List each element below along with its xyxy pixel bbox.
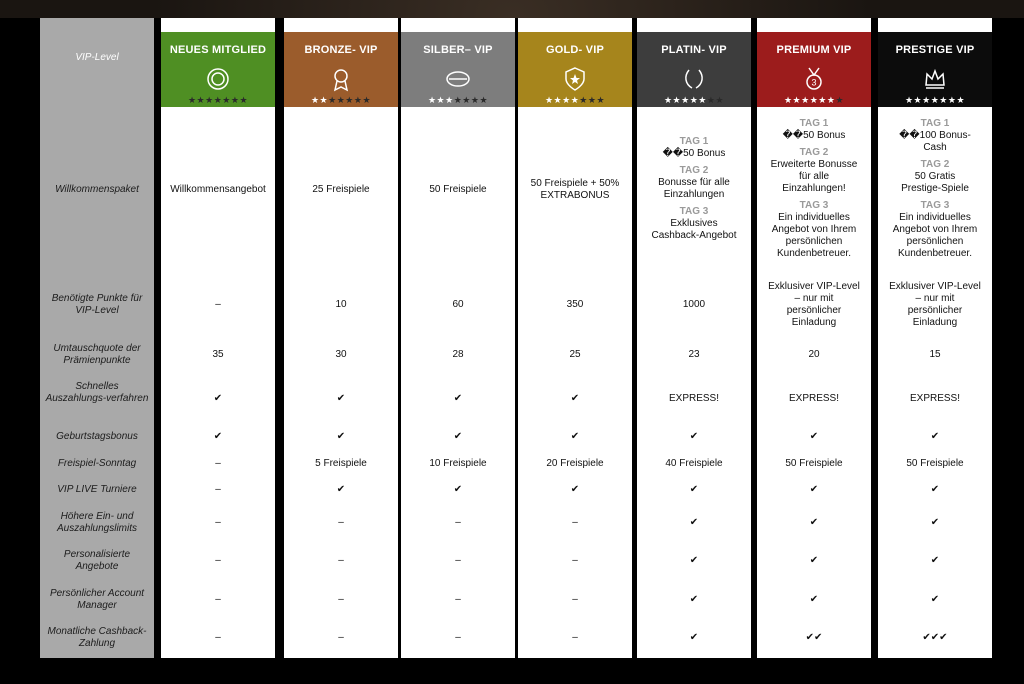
tier-header bbox=[878, 32, 992, 107]
tier-header bbox=[161, 32, 275, 107]
tier-value-cell: ✔ bbox=[809, 517, 819, 528]
tier-value-cell: EXPRESS! bbox=[909, 393, 961, 404]
tier-value-cell: 20 bbox=[808, 349, 820, 360]
star-rating bbox=[401, 95, 515, 105]
day-tag: TAG 1 bbox=[799, 118, 829, 129]
welcome-package-cell bbox=[518, 178, 632, 202]
tier-value-cell: ✔ bbox=[336, 393, 346, 404]
tier-value-cell: ✔ bbox=[570, 431, 580, 442]
star-empty-icon: ★ bbox=[579, 95, 588, 105]
star-rating bbox=[637, 95, 751, 105]
crown-icon bbox=[922, 66, 948, 92]
star-filled-icon: ★ bbox=[913, 95, 923, 105]
welcome-text: 25 Freispiele bbox=[312, 184, 370, 195]
value-text: Einladung bbox=[791, 317, 837, 328]
tier-value-cell bbox=[878, 281, 992, 329]
welcome-text: Willkommensangebot bbox=[170, 184, 266, 195]
star-filled-icon: ★ bbox=[783, 95, 793, 105]
tier-value-cell: 20 Freispiele bbox=[546, 458, 604, 469]
day-bonus-text: Exklusives bbox=[670, 218, 718, 229]
tier-value-cell: ✔ bbox=[930, 484, 940, 495]
star-filled-icon: ★ bbox=[553, 95, 563, 105]
star-filled-icon: ★ bbox=[427, 95, 437, 105]
tier-value-cell: 60 bbox=[452, 299, 464, 310]
welcome-package-cell bbox=[757, 118, 871, 260]
tier-value-cell: – bbox=[455, 594, 461, 605]
tier-value-cell: ✔ bbox=[809, 484, 819, 495]
tier-header bbox=[637, 32, 751, 107]
row-label: Schnelles Auszahlungs-verfahren bbox=[45, 381, 149, 404]
star-rating bbox=[518, 95, 632, 105]
tier-value-cell: – bbox=[215, 458, 221, 469]
day-bonus-text: Ein individuelles bbox=[899, 212, 971, 223]
tier-value-cell: – bbox=[338, 632, 344, 643]
tier-value-cell: ✔ bbox=[809, 594, 819, 605]
tier-value-cell: – bbox=[338, 555, 344, 566]
day-tag: TAG 1 bbox=[679, 136, 709, 147]
star-empty-icon: ★ bbox=[362, 95, 372, 105]
star-filled-icon: ★ bbox=[310, 95, 320, 105]
star-empty-icon: ★ bbox=[596, 95, 606, 105]
tier-value-cell: 15 bbox=[929, 349, 941, 360]
star-filled-icon: ★ bbox=[319, 95, 329, 105]
tier-value-cell: ✔ bbox=[570, 484, 580, 495]
tier-value-cell: ✔ bbox=[689, 517, 699, 528]
tier-name: NEUES MITGLIED bbox=[169, 44, 267, 56]
tier-value-cell: ✔ bbox=[930, 555, 940, 566]
day-bonus-text: Einzahlungen bbox=[663, 189, 725, 200]
row-label: Geburtstagsbonus bbox=[56, 431, 138, 442]
star-filled-icon: ★ bbox=[689, 95, 699, 105]
tier-value-cell: 10 bbox=[335, 299, 347, 310]
winged-badge-icon bbox=[445, 66, 471, 92]
tier-value-cell: ✔ bbox=[689, 555, 699, 566]
star-empty-icon: ★ bbox=[706, 95, 716, 105]
star-filled-icon: ★ bbox=[792, 95, 802, 105]
tier-value-cell: ✔ bbox=[336, 484, 346, 495]
tier-value-cell: EXPRESS! bbox=[668, 393, 720, 404]
star-rating bbox=[161, 95, 275, 105]
value-text: persönlicher bbox=[786, 305, 842, 316]
star-empty-icon: ★ bbox=[462, 95, 471, 105]
tier-value-cell: ✔ bbox=[689, 484, 699, 495]
row-label: Benötigte Punkte für VIP-Level bbox=[51, 293, 143, 316]
tier-value-cell: 23 bbox=[688, 349, 700, 360]
star-empty-icon: ★ bbox=[453, 95, 463, 105]
day-bonus-text: persönlichen bbox=[785, 236, 843, 247]
star-filled-icon: ★ bbox=[544, 95, 554, 105]
star-empty-icon: ★ bbox=[479, 95, 489, 105]
star-filled-icon: ★ bbox=[698, 95, 707, 105]
laurel-wreath-icon bbox=[681, 66, 707, 92]
tier-value-cell: – bbox=[338, 517, 344, 528]
day-bonus-text: Einzahlungen! bbox=[782, 183, 846, 194]
tier-header bbox=[284, 32, 398, 107]
tier-value-cell: – bbox=[215, 517, 221, 528]
tier-value-cell: ✔ bbox=[689, 431, 699, 442]
welcome-package-cell bbox=[161, 184, 275, 196]
day-bonus-text: Erweiterte Bonusse bbox=[770, 159, 858, 170]
value-text: – nur mit bbox=[794, 293, 834, 304]
day-tag: TAG 3 bbox=[799, 200, 829, 211]
value-text: persönlicher bbox=[907, 305, 963, 316]
star-empty-icon: ★ bbox=[222, 95, 231, 105]
tier-value-cell: – bbox=[572, 555, 578, 566]
row-label: VIP LIVE Turniere bbox=[57, 484, 137, 495]
day-bonus-text: Angebot von Ihrem bbox=[892, 224, 978, 235]
star-empty-icon: ★ bbox=[205, 95, 214, 105]
tier-column bbox=[284, 18, 398, 658]
tier-name: SILBER– VIP bbox=[423, 44, 493, 56]
tier-value-cell: 35 bbox=[212, 349, 224, 360]
star-rating bbox=[284, 95, 398, 105]
day-bonus-text: 50 Gratis bbox=[914, 171, 956, 182]
star-empty-icon: ★ bbox=[336, 95, 346, 105]
star-filled-icon: ★ bbox=[663, 95, 673, 105]
day-bonus-text: Prestige-Spiele bbox=[901, 183, 969, 194]
star-empty-icon: ★ bbox=[715, 95, 725, 105]
day-bonus-text: Ein individuelles bbox=[778, 212, 850, 223]
star-filled-icon: ★ bbox=[672, 95, 682, 105]
day-bonus-text: Kundenbetreuer. bbox=[777, 248, 851, 259]
welcome-text: 50 Freispiele + 50% bbox=[530, 178, 620, 189]
star-filled-icon: ★ bbox=[809, 95, 819, 105]
tier-column bbox=[401, 18, 515, 658]
welcome-package-cell bbox=[284, 184, 398, 196]
tier-column bbox=[161, 18, 275, 658]
tier-value-cell: 28 bbox=[452, 349, 464, 360]
tier-value-cell: – bbox=[455, 517, 461, 528]
star-empty-icon: ★ bbox=[187, 95, 197, 105]
decorative-top-bar bbox=[0, 0, 1024, 18]
tier-name: PREMIUM VIP bbox=[776, 44, 852, 56]
star-filled-icon: ★ bbox=[681, 95, 690, 105]
tier-header bbox=[757, 32, 871, 107]
laurel-badge-icon bbox=[205, 66, 231, 92]
tier-value-cell: ✔ bbox=[453, 431, 463, 442]
tier-value-cell: – bbox=[215, 299, 221, 310]
row-label: Freispiel-Sonntag bbox=[57, 458, 137, 469]
tier-column bbox=[878, 18, 992, 658]
star-filled-icon: ★ bbox=[436, 95, 446, 105]
tier-value-cell: 5 Freispiele bbox=[315, 458, 367, 469]
tier-value-cell: ✔✔✔ bbox=[922, 632, 948, 643]
tier-value-cell: ✔ bbox=[570, 393, 580, 404]
star-filled-icon: ★ bbox=[939, 95, 948, 105]
row-label: Höhere Ein- und Auszahlungslimits bbox=[56, 511, 138, 534]
star-empty-icon: ★ bbox=[470, 95, 480, 105]
tier-value-cell: ✔ bbox=[809, 431, 819, 442]
star-empty-icon: ★ bbox=[196, 95, 206, 105]
tier-header bbox=[401, 32, 515, 107]
star-rating bbox=[878, 95, 992, 105]
star-filled-icon: ★ bbox=[956, 95, 966, 105]
vip-level-label: VIP-Level bbox=[75, 52, 119, 63]
tier-value-cell: ✔ bbox=[930, 517, 940, 528]
tier-value-cell: 10 Freispiele bbox=[429, 458, 487, 469]
star-filled-icon: ★ bbox=[826, 95, 836, 105]
tier-value-cell: 50 Freispiele bbox=[906, 458, 964, 469]
tier-value-cell: ✔ bbox=[213, 393, 223, 404]
star-empty-icon: ★ bbox=[587, 95, 597, 105]
star-filled-icon: ★ bbox=[922, 95, 931, 105]
tier-value-cell: 50 Freispiele bbox=[785, 458, 843, 469]
star-empty-icon: ★ bbox=[239, 95, 249, 105]
star-empty-icon: ★ bbox=[353, 95, 363, 105]
star-filled-icon: ★ bbox=[801, 95, 810, 105]
value-text: – nur mit bbox=[915, 293, 955, 304]
tier-value-cell: ✔ bbox=[689, 632, 699, 643]
day-bonus-text: persönlichen bbox=[906, 236, 964, 247]
day-bonus-text: Kundenbetreuer. bbox=[898, 248, 972, 259]
tier-column bbox=[757, 18, 871, 658]
ribbon-medal-icon bbox=[328, 66, 354, 92]
tier-column bbox=[637, 18, 751, 658]
tier-value-cell: 1000 bbox=[682, 299, 706, 310]
tier-value-cell: EXPRESS! bbox=[788, 393, 840, 404]
row-label: Monatliche Cashback-Zahlung bbox=[47, 626, 147, 649]
welcome-package-cell bbox=[637, 136, 751, 242]
row-label: Personalisierte Angebote bbox=[63, 549, 131, 572]
value-text: Exklusiver VIP-Level bbox=[889, 281, 981, 292]
day-bonus-text: Angebot von Ihrem bbox=[771, 224, 857, 235]
star-empty-icon: ★ bbox=[835, 95, 845, 105]
tier-value-cell: 40 Freispiele bbox=[665, 458, 723, 469]
tier-value-cell: ✔✔ bbox=[805, 632, 823, 643]
welcome-text: EXTRABONUS bbox=[540, 190, 610, 201]
shield-star-icon bbox=[562, 66, 588, 92]
tier-value-cell: ✔ bbox=[453, 393, 463, 404]
medal-icon bbox=[801, 66, 827, 92]
day-tag: TAG 3 bbox=[679, 206, 709, 217]
tier-value-cell: ✔ bbox=[336, 431, 346, 442]
tier-value-cell: – bbox=[215, 632, 221, 643]
tier-value-cell bbox=[757, 281, 871, 329]
tier-value-cell: – bbox=[572, 632, 578, 643]
welcome-text: 50 Freispiele bbox=[429, 184, 487, 195]
tier-value-cell: – bbox=[455, 632, 461, 643]
welcome-package-cell bbox=[878, 118, 992, 260]
welcome-package-cell bbox=[401, 184, 515, 196]
star-filled-icon: ★ bbox=[904, 95, 914, 105]
star-filled-icon: ★ bbox=[570, 95, 580, 105]
tier-value-cell: ✔ bbox=[213, 431, 223, 442]
star-rating bbox=[757, 95, 871, 105]
tier-value-cell: – bbox=[215, 555, 221, 566]
day-tag: TAG 2 bbox=[799, 147, 829, 158]
tier-value-cell: – bbox=[215, 484, 221, 495]
star-filled-icon: ★ bbox=[947, 95, 957, 105]
tier-header bbox=[518, 32, 632, 107]
tier-value-cell: – bbox=[215, 594, 221, 605]
star-filled-icon: ★ bbox=[445, 95, 454, 105]
tier-name: BRONZE- VIP bbox=[304, 44, 378, 56]
tier-value-cell: 30 bbox=[335, 349, 347, 360]
tier-value-cell: 350 bbox=[566, 299, 584, 310]
tier-value-cell: – bbox=[572, 594, 578, 605]
tier-name: PRESTIGE VIP bbox=[895, 44, 975, 56]
star-filled-icon: ★ bbox=[818, 95, 827, 105]
row-label: Persönlicher Account Manager bbox=[49, 588, 145, 611]
value-text: Einladung bbox=[912, 317, 958, 328]
day-bonus-text: Cashback-Angebot bbox=[651, 230, 737, 241]
day-bonus-text: ��50 Bonus bbox=[662, 148, 726, 159]
star-empty-icon: ★ bbox=[345, 95, 354, 105]
star-empty-icon: ★ bbox=[230, 95, 240, 105]
value-text: Exklusiver VIP-Level bbox=[768, 281, 860, 292]
tier-value-cell: ✔ bbox=[930, 594, 940, 605]
day-bonus-text: ��100 Bonus- bbox=[899, 130, 971, 141]
star-filled-icon: ★ bbox=[562, 95, 571, 105]
day-tag: TAG 3 bbox=[920, 200, 950, 211]
day-tag: TAG 1 bbox=[920, 118, 950, 129]
tier-value-cell: – bbox=[338, 594, 344, 605]
tier-value-cell: – bbox=[572, 517, 578, 528]
svg-text:3: 3 bbox=[811, 77, 817, 88]
tier-value-cell: ✔ bbox=[453, 484, 463, 495]
tier-column bbox=[518, 18, 632, 658]
day-tag: TAG 2 bbox=[679, 165, 709, 176]
tier-value-cell: ✔ bbox=[689, 594, 699, 605]
day-bonus-text: für alle bbox=[798, 171, 829, 182]
tier-value-cell: ✔ bbox=[930, 431, 940, 442]
day-tag: TAG 2 bbox=[920, 159, 950, 170]
row-label-column bbox=[40, 18, 154, 658]
row-label: Umtauschquote der Prämienpunkte bbox=[53, 343, 141, 366]
row-label: Willkommenspaket bbox=[55, 184, 139, 195]
tier-name: GOLD- VIP bbox=[545, 44, 605, 56]
day-bonus-text: ��50 Bonus bbox=[782, 130, 846, 141]
tier-name: PLATIN- VIP bbox=[661, 44, 727, 56]
day-bonus-text: Bonusse für alle bbox=[658, 177, 730, 188]
tier-value-cell: – bbox=[455, 555, 461, 566]
tier-value-cell: 25 bbox=[569, 349, 581, 360]
star-empty-icon: ★ bbox=[328, 95, 337, 105]
star-filled-icon: ★ bbox=[930, 95, 940, 105]
tier-value-cell: ✔ bbox=[809, 555, 819, 566]
day-bonus-text: Cash bbox=[923, 142, 947, 153]
star-empty-icon: ★ bbox=[213, 95, 223, 105]
